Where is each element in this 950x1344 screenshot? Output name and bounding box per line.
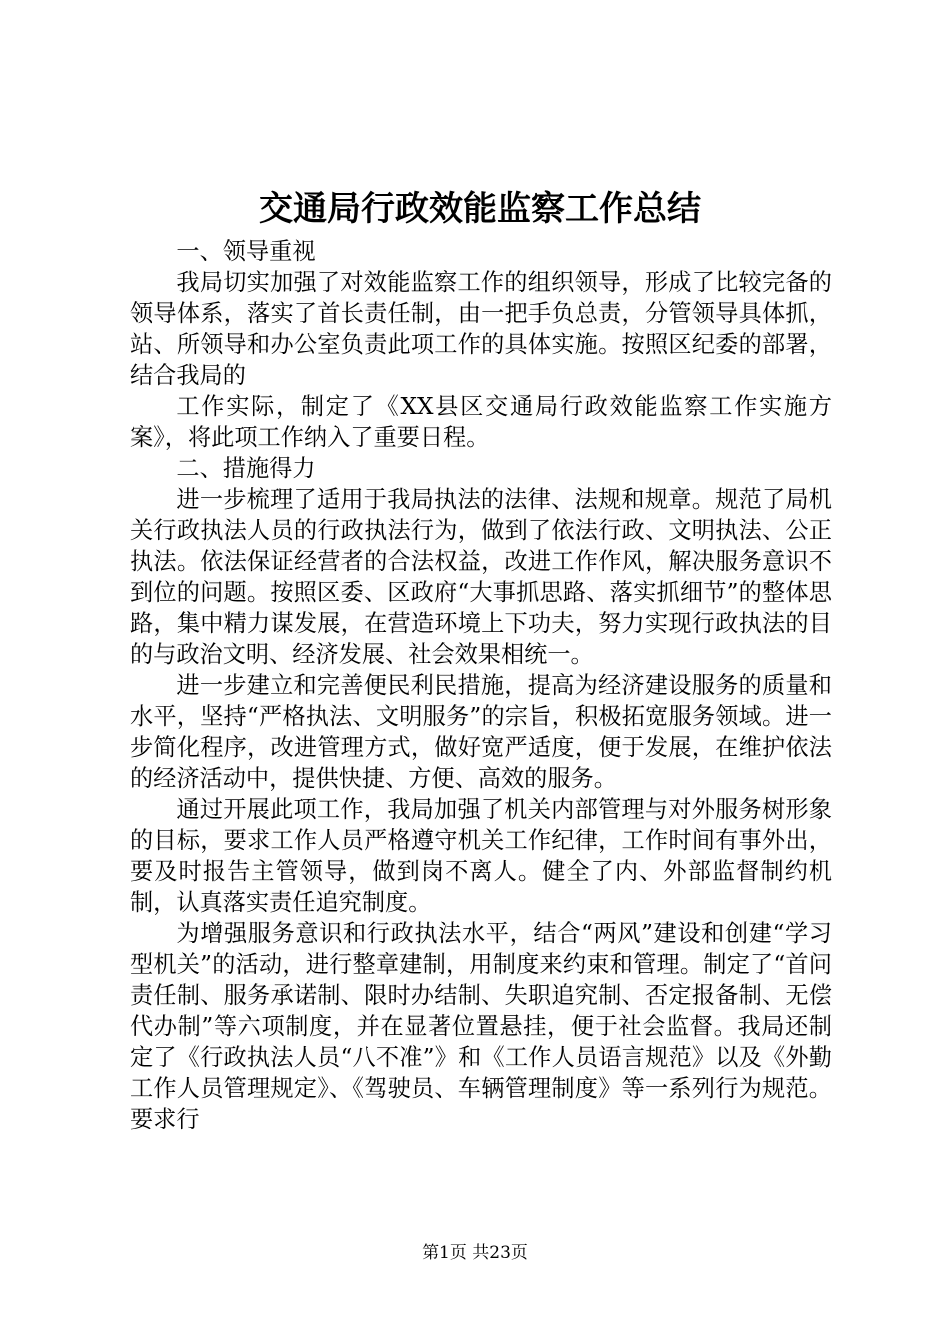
section-heading: 一、领导重视 [176, 238, 316, 265]
paragraph: 通过开展此项工作，我局加强了机关内部管理与对外服务树形象的目标，要求工作人员严格遵守机关工作纪律，工作时间有事外出，要及时报告主管领导，做到岗不离人。健全了内、外部监督制约机制，认真落实责任追究制度。 [130, 796, 832, 916]
document-title: 交通局行政效能监察工作总结 [259, 189, 701, 229]
paragraph: 为增强服务意识和行政执法水平，结合“两风”建设和创建“学习型机关”的活动，进行整章建制，用制度来约束和管理。制定了“首问责任制、服务承诺制、限时办结制、失职追究制、否定报备制、无偿代办制”等六项制度，并在显著位置悬挂，便于社会监督。我局还制定了《行政执法人员“八不准”》和《工作人员语言规范》以及《外勤工作人员管理规定》、《驾驶员、车辆管理制度》等一系列行为规范。要求行 [130, 920, 832, 1133]
paragraph: 工作实际，制定了《XX县区交通局行政效能监察工作实施方案》，将此项工作纳入了重要日程。 [130, 393, 832, 451]
paragraph: 我局切实加强了对效能监察工作的组织领导，形成了比较完备的领导体系，落实了首长责任制，由一把手负总责，分管领导具体抓，站、所领导和办公室负责此项工作的具体实施。按照区纪委的部署，结合我局的 [130, 269, 832, 389]
page-number-footer: 第1页 共23页 [422, 1243, 528, 1263]
section-heading: 二、措施得力 [176, 455, 316, 482]
paragraph: 进一步梳理了适用于我局执法的法律、法规和规章。规范了局机关行政执法人员的行政执法行为，做到了依法行政、文明执法、公正执法。依法保证经营者的合法权益，改进工作作风，解决服务意识不到位的问题。按照区委、区政府“大事抓思路、落实抓细节”的整体思路，集中精力谋发展，在营造环境上下功夫，努力实现行政执法的目的与政治文明、经济发展、社会效果相统一。 [130, 486, 832, 668]
document-body [130, 236, 832, 1135]
paragraph: 进一步建立和完善便民利民措施，提高为经济建设服务的质量和水平，坚持“严格执法、文明服务”的宗旨，积极拓宽服务领域。进一步简化程序，改进管理方式，做好宽严适度，便于发展，在维护依法的经济活动中，提供快捷、方便、高效的服务。 [130, 672, 832, 792]
